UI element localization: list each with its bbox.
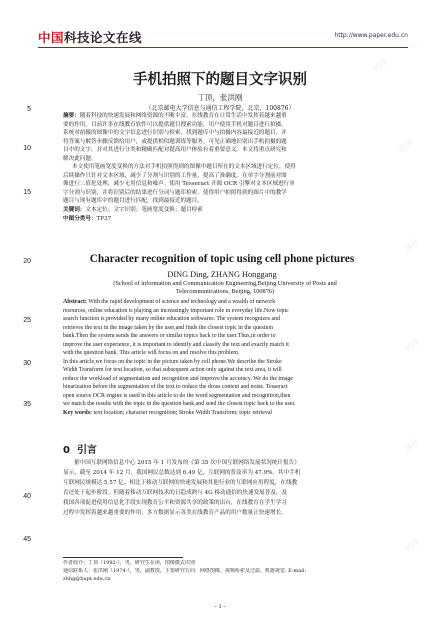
header-rule (38, 47, 408, 48)
journal-logo: 中国科技论文在线 (38, 30, 143, 45)
abstract-en-line: Abstract: With the rapid development of science and technology and a wealth of network (63, 299, 276, 305)
watermark-text: 试读 (396, 137, 416, 154)
abstract-en-line: In this article,we focus on the topic in the picture taken by cell phone.We describe the Stroke (63, 358, 282, 365)
journal-header (38, 28, 408, 48)
line-number: 15 (23, 189, 31, 196)
abstract-en-line: resources, online education is playing an increasingly important role in everyday life.Now topic (63, 307, 289, 314)
intro-line: 育还处于起步阶段。但随着移动互联网技术的日趋成熟与 4G 移动通信的快速发展普及，及 (63, 490, 288, 496)
watermark-text: 试读 (370, 57, 390, 74)
abstract-en-line: bank.Then the system sends the answers or similar topics back to the user.Thus,in order to (63, 333, 276, 339)
abstract-zh-line: 本文使用笔画宽度变换的方法对手机拍照得到的图像中题目所在的文本区域进行定位，使得 (72, 164, 296, 170)
intro-line: 过程中发挥着越来越重要的作用，多方数据显示各类在线教育产品的用户数量正快速增长。 (63, 510, 287, 516)
keywords-en-label: Key words: (63, 409, 92, 416)
affiliation-en: (School of information and Communication Engineering,Beijing University of Posts and Telecommunications, Beijing, 100876) (113, 280, 337, 295)
abstract-en-line: retrieves the text in the image taken by the user,and finds the closest topic in the question (63, 324, 273, 331)
footnote-email[interactable]: zhhg@bupt.edu.cn (63, 576, 111, 582)
watermark-text: 试读 (402, 437, 422, 454)
abstract-en-label: Abstract: (63, 299, 87, 305)
section-heading-intro: 0 引言 (63, 445, 97, 456)
footnote-corresponding: 通信联系人：张洪刚（1974-），男，副教授，主要研究方向：网络图像、视频检索及过滤、机器视觉. E-mail: (63, 568, 307, 574)
abstract-zh-line: 题目与现有题库中的题目进行匹配，找到最接近的题目。 (63, 198, 203, 204)
abstract-en-line: reduce the workload of segmentation and recognition and improve the accuracy. We do the image (63, 375, 293, 382)
abstract-zh-line: 要的作用。目前许多在线教育软件可以提供题目搜索功能，用户使用手机对题目进行拍摄， (63, 121, 287, 128)
abstract-en-line: with the question bank. This article will focus on and resolve this problem. (63, 350, 240, 356)
abstract-en-line: binarization before the segmentation of the text to reduce the dross content and noise. Tesseract (63, 384, 288, 390)
abstract-zh-line: 解决此问题。 (63, 155, 97, 162)
abstract-zh-line: 字分割与识别，并将识别后的结果进行分词与题库检索，使得用户拍照得到的图片中的教学 (63, 189, 287, 196)
watermark-text: 试读 (402, 237, 422, 254)
abstract-en-line: open source OCR engine is used in this article to do the word segmentation and recognition,then (63, 392, 291, 399)
clc-label: 中图分类号： (63, 216, 97, 222)
watermark-text: 试读 (402, 337, 422, 354)
line-number: 10 (23, 145, 31, 152)
abstract-en-line: Width Transform for text location, so that subsequent action only against the text area, it will (63, 367, 282, 373)
abstract-zh-line: 将答案与解答步骤反馈给用户，或提供相似题训练等服务。可见正确地识别出手机拍摄的题 (63, 138, 287, 145)
keywords-en: Key words: text location; character recognition; Stroke Width Transform; topic retrieval (63, 409, 273, 416)
abstract-en-line: search function is provided by many online education softwares. The system recognizes and (63, 316, 280, 322)
page-number: - 1 - (214, 603, 226, 610)
keywords-zh-label: 关键词： (63, 207, 86, 213)
paper-title-zh: 手机拍照下的题目文字识别 (133, 72, 307, 88)
authors-zh: 丁顶，张洪刚 (197, 93, 243, 102)
paper-title-en: Character recognition of topic using cell phone pictures (89, 253, 355, 265)
watermark-text: 试读 (402, 537, 422, 554)
line-number: 5 (27, 106, 31, 113)
abstract-en-line: improve the user experience, it is important to identify and classify the text and exactly match it (63, 341, 289, 348)
keywords-zh: 关键词：文本定位；文字识别；笔画宽度变换；题目检索 (63, 207, 203, 213)
line-number: 35 (23, 401, 31, 408)
abstract-zh-line: 像进行二值化处理，减少无用信息和噪声。使用 Tesseract 开源 OCR 引擎对文本区域进行单 (63, 181, 295, 187)
line-number: 20 (23, 258, 31, 265)
intro-line: 据中国互联网络信息中心 2015 年 1 月发布的《第 35 次中国互联网络发展状况统计报告》 (74, 460, 300, 466)
line-number: 45 (23, 536, 31, 543)
line-number: 40 (23, 493, 31, 500)
authors-en: DING Ding, ZHANG Honggang (167, 270, 277, 279)
line-number: 30 (23, 360, 31, 367)
abstract-zh-line: 摘要：随着科技的快速发展和网络资源的不断丰富，在线教育在日常生活中发挥着越来越重 (63, 113, 287, 119)
journal-url[interactable]: http://www.paper.edu.cn (334, 32, 408, 39)
abstract-en-line: we match the results with the topic in the question bank,and send the closest topic back to the user. (63, 401, 296, 407)
abstract-zh-line: 后续操作只针对文本区域，减少了分割与识别的工作量，提高了准确度。在单字分割前对图 (63, 172, 287, 179)
footnote-rule (63, 557, 183, 558)
affiliation-zh: （北京邮电大学信息与通信工程学院，北京，100876） (145, 105, 295, 112)
abstract-zh-line: 系统对拍摄的图像中的文字信息进行识别与检索，找到题库中与拍摄内容最接近的题目，并 (63, 130, 287, 136)
intro-line: 我国各项促进使用信息化手段实现教育公平和资源共享的政策的出台，在线教育在学生学习 (63, 500, 287, 506)
clc-number: 中图分类号：TP37 (63, 216, 112, 222)
abstract-zh-label: 摘要： (63, 113, 80, 119)
line-number: 25 (23, 317, 31, 324)
intro-line: 显示，截至 2014 年 12 月，我国网民总数达到 6.49 亿，互联网的普及率为 47.9%。其中手机 (63, 470, 301, 476)
footnote-author-bio: 作者简介：丁顶（1992-），男，研究生在读，图像模式识别 (63, 560, 195, 566)
intro-line: 互联网民规模达 5.57 亿。相比于移动互联网的快速发展和其他行业的互联网应用程度，在线教 (63, 480, 298, 486)
abstract-zh-line: 目中的文字，并对其进行分类和精确匹配对提高用户体验有着重要意义。本文将重点研究和 (63, 147, 287, 153)
